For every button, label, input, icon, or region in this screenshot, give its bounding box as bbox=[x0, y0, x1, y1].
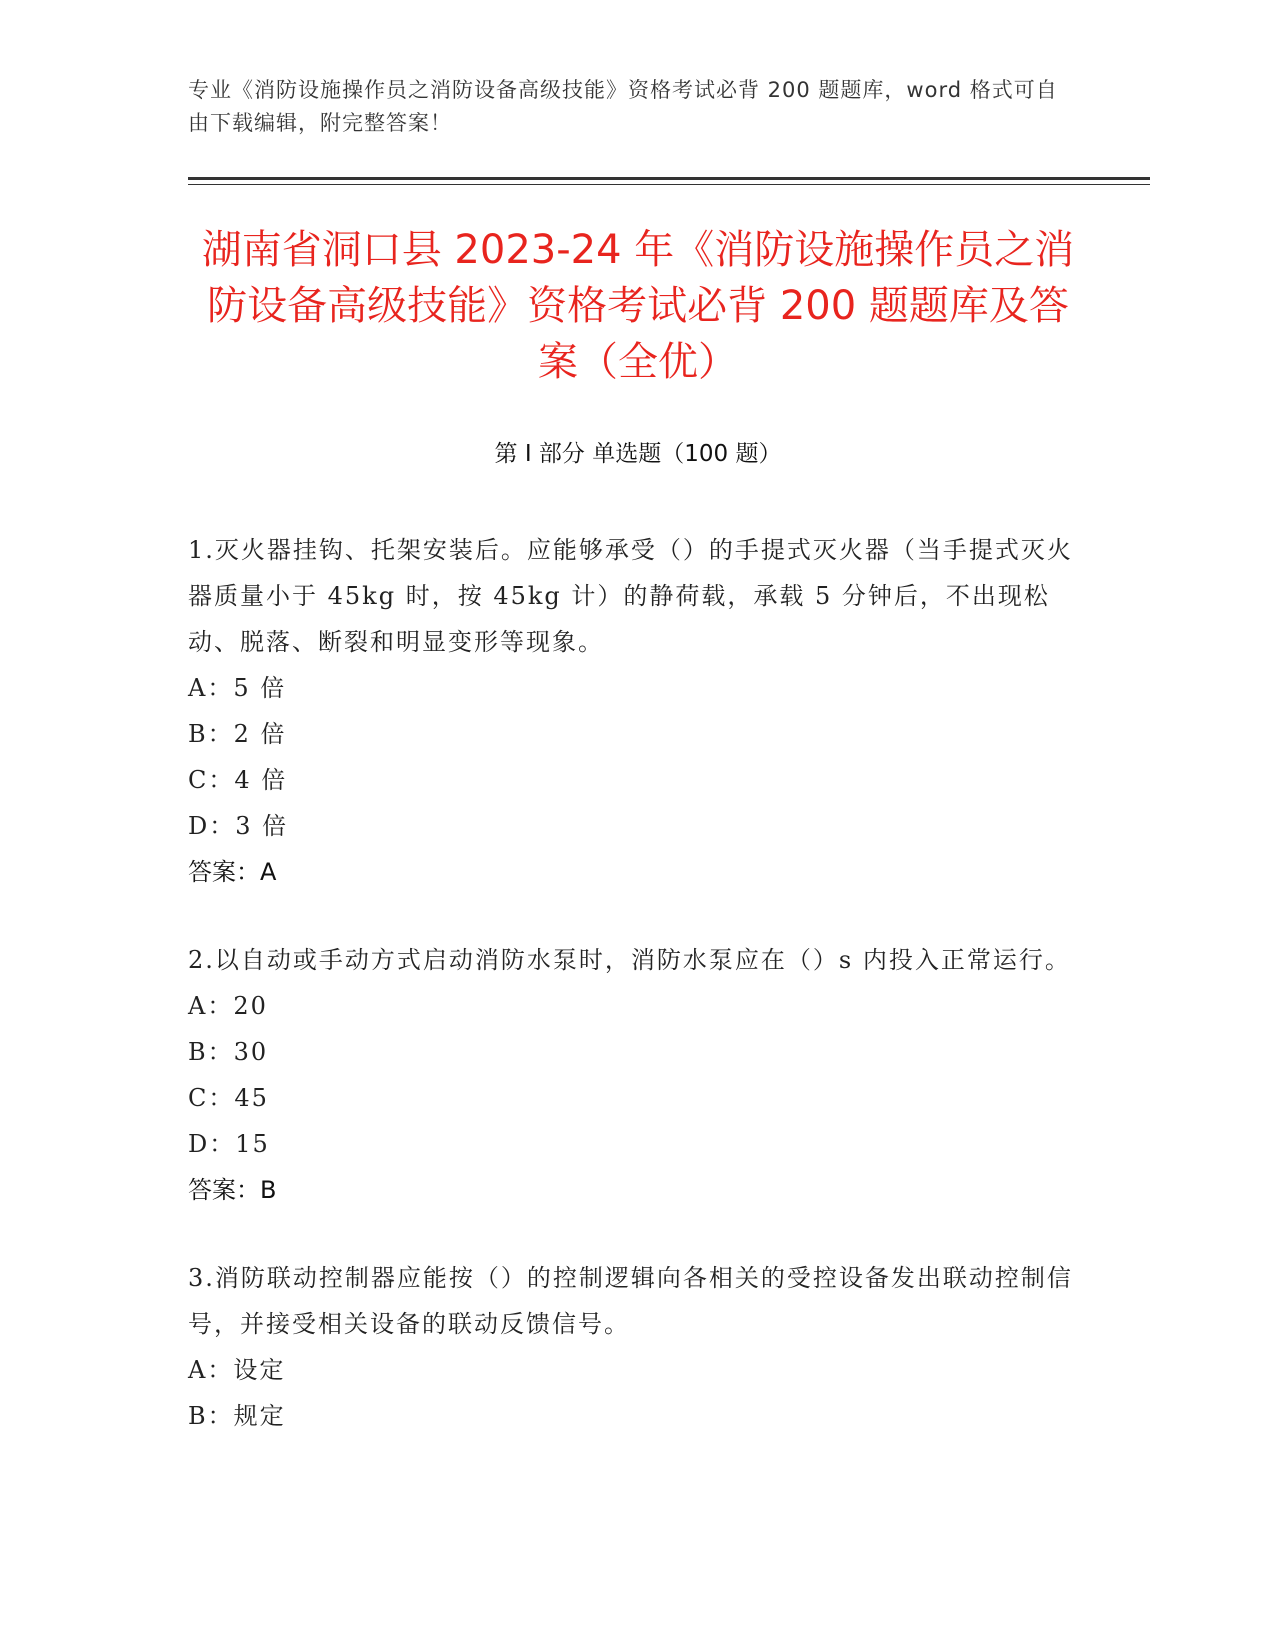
option-c: C：45 bbox=[188, 1084, 269, 1112]
option-b: B：2 倍 bbox=[188, 720, 287, 748]
header-note: 专业《消防设施操作员之消防设备高级技能》资格考试必背 200 题题库，word 格式可自由下载编辑，附完整答案！ bbox=[188, 78, 1058, 135]
question-list bbox=[188, 527, 1088, 1481]
option-a: A：设定 bbox=[188, 1356, 286, 1384]
option-c: C：4 倍 bbox=[188, 766, 288, 794]
question-item bbox=[188, 937, 1088, 1213]
option-d: D：3 倍 bbox=[188, 812, 289, 840]
question-item bbox=[188, 527, 1088, 895]
document-title: 湖南省洞口县 2023-24 年《消防设施操作员之消防设备高级技能》资格考试必背 200 题题库及答案（全优） bbox=[201, 227, 1075, 385]
section-title: 第 I 部分 单选题（100 题） bbox=[494, 441, 782, 467]
option-a: A：5 倍 bbox=[188, 674, 287, 702]
answer-line: 答案：A bbox=[188, 858, 277, 886]
option-b: B：30 bbox=[188, 1038, 269, 1066]
option-b: B：规定 bbox=[188, 1402, 286, 1430]
option-a: A：20 bbox=[188, 992, 268, 1020]
header-divider-thin bbox=[188, 184, 1150, 185]
option-d: D：15 bbox=[188, 1130, 270, 1158]
answer-line: 答案：B bbox=[188, 1176, 277, 1204]
header-divider-thick bbox=[188, 177, 1150, 180]
question-stem: 2.以自动或手动方式启动消防水泵时，消防水泵应在（）s 内投入正常运行。 bbox=[188, 946, 1071, 974]
question-stem: 1.灭火器挂钩、托架安装后。应能够承受（）的手提式灭火器（当手提式灭火器质量小于 45kg 时，按 45kg 计）的静荷载，承载 5 分钟后，不出现松动、脱落、断裂和明显变形等现象。 bbox=[188, 536, 1073, 656]
question-stem: 3.消防联动控制器应能按（）的控制逻辑向各相关的受控设备发出联动控制信号，并接受相关设备的联动反馈信号。 bbox=[188, 1264, 1073, 1338]
question-item bbox=[188, 1255, 1088, 1439]
